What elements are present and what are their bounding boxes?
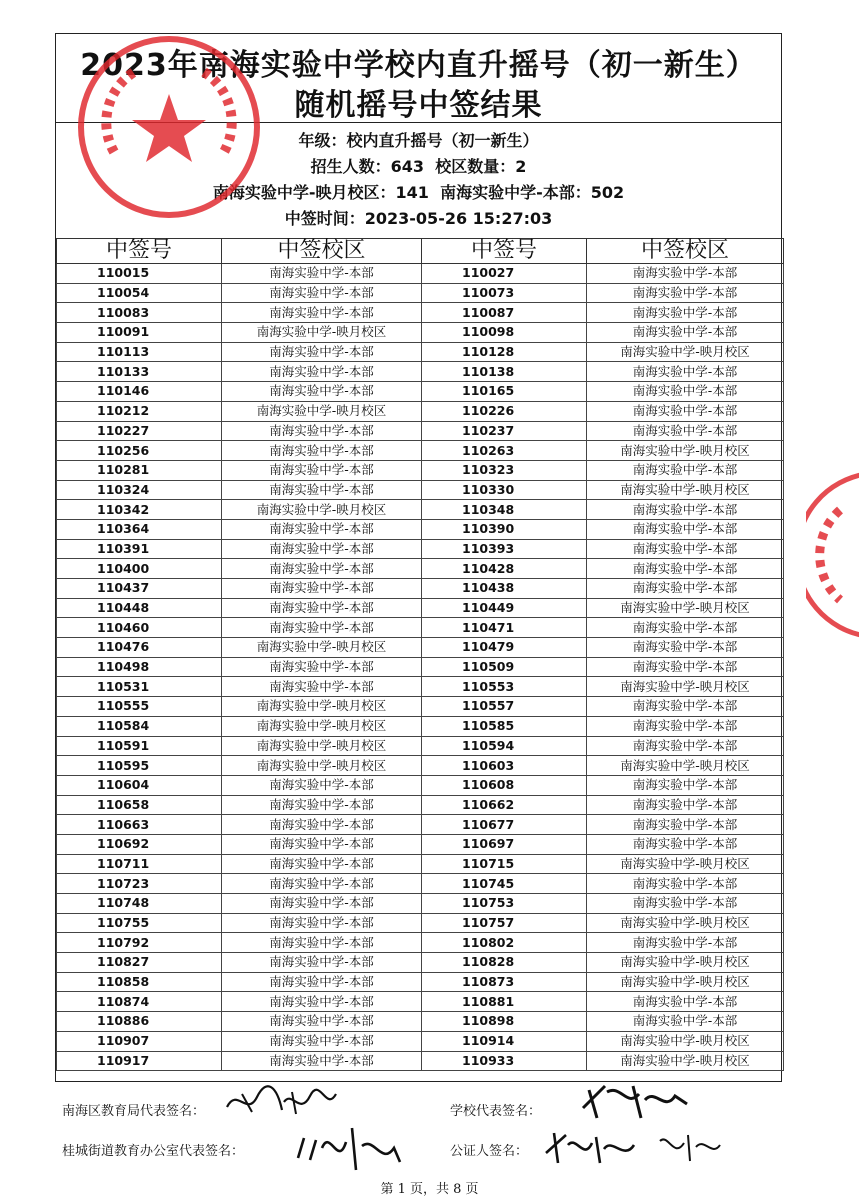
lottery-number: 110113 [57,342,222,362]
table-row [57,933,784,953]
lottery-number: 110873 [422,972,587,992]
header-number-1: 中签号 [57,239,222,264]
campus-name: 南海实验中学-本部 [222,992,422,1012]
campus-name: 南海实验中学-本部 [587,716,784,736]
lottery-number: 110594 [422,736,587,756]
table-row [57,539,784,559]
campus-name: 南海实验中学-映月校区 [587,598,784,618]
lottery-number: 110584 [57,716,222,736]
campus-name: 南海实验中学-本部 [587,303,784,323]
lottery-number: 110914 [422,1031,587,1051]
lottery-number: 110364 [57,519,222,539]
lottery-number: 110827 [57,953,222,973]
table-row [57,638,784,658]
table-row [57,421,784,441]
campus-name: 南海实验中学-映月校区 [222,716,422,736]
street-office-signature [290,1118,410,1178]
table-row [57,775,784,795]
campus-name: 南海实验中学-本部 [222,362,422,382]
table-row [57,303,784,323]
table-row [57,618,784,638]
lottery-number: 110128 [422,342,587,362]
campus-name: 南海实验中学-本部 [587,559,784,579]
lottery-number: 110692 [57,834,222,854]
table-row [57,972,784,992]
campus-name: 南海实验中学-本部 [222,795,422,815]
campus-name: 南海实验中学-本部 [222,559,422,579]
campus-name: 南海实验中学-映月校区 [587,480,784,500]
campus-name: 南海实验中学-本部 [222,894,422,914]
campus-count-value: 2 [515,157,527,176]
lottery-number: 110438 [422,579,587,599]
lottery-number: 110323 [422,460,587,480]
campus-name: 南海实验中学-本部 [222,598,422,618]
campus-name: 南海实验中学-本部 [587,618,784,638]
lottery-number: 110509 [422,657,587,677]
campus-name: 南海实验中学-映月校区 [222,736,422,756]
table-row [57,500,784,520]
school-signature [575,1078,695,1123]
table-row [57,382,784,402]
official-seal [74,32,264,222]
table-row [57,264,784,284]
lottery-number: 110449 [422,598,587,618]
table-row [57,854,784,874]
campus-name: 南海实验中学-本部 [587,815,784,835]
table-row [57,441,784,461]
lottery-number: 110608 [422,775,587,795]
notary-signature-label: 公证人签名： [450,1144,529,1159]
campus-name: 南海实验中学-本部 [222,775,422,795]
table-row [57,323,784,343]
campus-name: 南海实验中学-本部 [222,953,422,973]
lottery-number: 110753 [422,894,587,914]
results-table [56,238,784,1071]
table-row [57,480,784,500]
campus-name: 南海实验中学-本部 [587,1012,784,1032]
table-row [57,362,784,382]
campus-name: 南海实验中学-映月校区 [587,756,784,776]
lottery-number: 110755 [57,913,222,933]
table-row [57,1031,784,1051]
campus-name: 南海实验中学-映月校区 [587,677,784,697]
lottery-number: 110907 [57,1031,222,1051]
lottery-number: 110330 [422,480,587,500]
campus-name: 南海实验中学-本部 [587,283,784,303]
campus-name: 南海实验中学-本部 [587,992,784,1012]
time-value: 2023-05-26 15:27:03 [364,209,553,228]
table-row [57,1012,784,1032]
table-row [57,1051,784,1071]
campus-name: 南海实验中学-本部 [587,401,784,421]
lottery-number: 110745 [422,874,587,894]
campus-name: 南海实验中学-本部 [222,421,422,441]
lottery-number: 110324 [57,480,222,500]
campus-name: 南海实验中学-本部 [222,815,422,835]
lottery-number: 110881 [422,992,587,1012]
table-row [57,992,784,1012]
lottery-number: 110802 [422,933,587,953]
campus-name: 南海实验中学-本部 [222,933,422,953]
campus-name: 南海实验中学-本部 [222,1031,422,1051]
campus-name: 南海实验中学-映月校区 [587,342,784,362]
lottery-number: 110281 [57,460,222,480]
table-row [57,401,784,421]
school-signature-label: 学校代表签名： [450,1104,542,1119]
table-row [57,756,784,776]
lottery-number: 110448 [57,598,222,618]
lottery-number: 110471 [422,618,587,638]
campus-name: 南海实验中学-映月校区 [587,913,784,933]
lottery-number: 110015 [57,264,222,284]
lottery-number: 110400 [57,559,222,579]
lottery-number: 110342 [57,500,222,520]
campus-name: 南海实验中学-本部 [587,382,784,402]
lottery-number: 110083 [57,303,222,323]
lottery-number: 110591 [57,736,222,756]
campus-name: 南海实验中学-本部 [587,795,784,815]
campus-b-label: 南海实验中学-本部： [440,183,591,202]
campus-name: 南海实验中学-本部 [222,677,422,697]
lottery-number: 110138 [422,362,587,382]
header-campus-1: 中签校区 [222,239,422,264]
header-campus-2: 中签校区 [587,239,784,264]
lottery-number: 110098 [422,323,587,343]
campus-name: 南海实验中学-本部 [587,362,784,382]
table-row [57,834,784,854]
lottery-number: 110886 [57,1012,222,1032]
edu-bureau-signature-label: 南海区教育局代表签名： [62,1104,206,1119]
campus-name: 南海实验中学-本部 [587,697,784,717]
table-row [57,657,784,677]
campus-name: 南海实验中学-本部 [587,579,784,599]
title-line-2: 随机摇号中签结果 [294,88,543,123]
lottery-number: 110658 [57,795,222,815]
table-body [57,264,784,1071]
lottery-number: 110663 [57,815,222,835]
table-row [57,460,784,480]
campus-name: 南海实验中学-本部 [587,460,784,480]
table-row [57,598,784,618]
campus-name: 南海实验中学-本部 [587,834,784,854]
partial-seal [806,470,859,640]
edu-bureau-signature [222,1082,342,1122]
campus-name: 南海实验中学-本部 [222,460,422,480]
campus-name: 南海实验中学-本部 [222,382,422,402]
campus-name: 南海实验中学-本部 [222,264,422,284]
campus-b-value: 502 [590,183,625,202]
lottery-number: 110792 [57,933,222,953]
lottery-number: 110498 [57,657,222,677]
enroll-value: 643 [390,157,425,176]
campus-name: 南海实验中学-映月校区 [587,441,784,461]
table-row [57,283,784,303]
campus-count-label: 校区数量： [435,157,516,176]
campus-name: 南海实验中学-映月校区 [222,638,422,658]
campus-name: 南海实验中学-本部 [587,264,784,284]
campus-name: 南海实验中学-本部 [222,303,422,323]
page-footer: 第 1 页，共 8 页 [380,1182,479,1197]
campus-name: 南海实验中学-本部 [222,972,422,992]
lottery-number: 110212 [57,401,222,421]
campus-name: 南海实验中学-本部 [587,775,784,795]
campus-name: 南海实验中学-本部 [587,519,784,539]
lottery-number: 110165 [422,382,587,402]
campus-name: 南海实验中学-本部 [222,1051,422,1071]
campus-name: 南海实验中学-本部 [587,539,784,559]
campus-name: 南海实验中学-映月校区 [587,953,784,973]
lottery-number: 110256 [57,441,222,461]
campus-name: 南海实验中学-本部 [222,854,422,874]
title-line-1: 2023年南海实验中学校内直升摇号（初一新生） [80,48,757,83]
campus-name: 南海实验中学-本部 [222,834,422,854]
campus-name: 南海实验中学-本部 [587,894,784,914]
lottery-number: 110227 [57,421,222,441]
lottery-number: 110748 [57,894,222,914]
lottery-number: 110348 [422,500,587,520]
campus-name: 南海实验中学-本部 [222,480,422,500]
campus-name: 南海实验中学-本部 [222,579,422,599]
lottery-number: 110476 [57,638,222,658]
lottery-number: 110555 [57,697,222,717]
table-row [57,736,784,756]
lottery-number: 110437 [57,579,222,599]
lottery-number: 110027 [422,264,587,284]
table-row [57,894,784,914]
lottery-number: 110585 [422,716,587,736]
lottery-number: 110595 [57,756,222,776]
campus-name: 南海实验中学-映月校区 [587,854,784,874]
lottery-number: 110226 [422,401,587,421]
table-row [57,795,784,815]
campus-name: 南海实验中学-本部 [222,519,422,539]
campus-name: 南海实验中学-本部 [587,500,784,520]
lottery-number: 110874 [57,992,222,1012]
lottery-number: 110715 [422,854,587,874]
campus-name: 南海实验中学-本部 [587,638,784,658]
lottery-number: 110133 [57,362,222,382]
lottery-number: 110054 [57,283,222,303]
lottery-number: 110263 [422,441,587,461]
grade-label: 年级： [298,131,347,150]
lottery-number: 110237 [422,421,587,441]
campus-name: 南海实验中学-映月校区 [222,756,422,776]
campus-name: 南海实验中学-本部 [587,933,784,953]
lottery-number: 110603 [422,756,587,776]
time-label: 中签时间： [284,209,365,228]
table-header-row [57,239,784,264]
lottery-number: 110604 [57,775,222,795]
lottery-number: 110428 [422,559,587,579]
lottery-number: 110828 [422,953,587,973]
lottery-number: 110146 [57,382,222,402]
campus-name: 南海实验中学-本部 [222,539,422,559]
table-row [57,716,784,736]
table-row [57,579,784,599]
campus-name: 南海实验中学-映月校区 [587,972,784,992]
campus-name: 南海实验中学-本部 [222,342,422,362]
table-row [57,697,784,717]
lottery-number: 110557 [422,697,587,717]
campus-name: 南海实验中学-映月校区 [587,1031,784,1051]
campus-name: 南海实验中学-本部 [222,441,422,461]
lottery-number: 110391 [57,539,222,559]
campus-name: 南海实验中学-映月校区 [222,500,422,520]
campus-name: 南海实验中学-本部 [222,657,422,677]
lottery-number: 110073 [422,283,587,303]
campus-name: 南海实验中学-本部 [222,618,422,638]
campus-name: 南海实验中学-本部 [587,421,784,441]
lottery-number: 110087 [422,303,587,323]
header-number-2: 中签号 [422,239,587,264]
table-row [57,913,784,933]
campus-name: 南海实验中学-映月校区 [222,697,422,717]
notary-signature [540,1125,740,1170]
grade-value: 校内直升摇号（初一新生） [346,131,539,150]
lottery-number: 110858 [57,972,222,992]
table-row [57,519,784,539]
campus-name: 南海实验中学-本部 [587,323,784,343]
table-row [57,953,784,973]
lottery-number: 110697 [422,834,587,854]
lottery-number: 110677 [422,815,587,835]
campus-a-value: 141 [395,183,429,202]
campus-name: 南海实验中学-映月校区 [222,401,422,421]
campus-name: 南海实验中学-本部 [222,913,422,933]
lottery-number: 110723 [57,874,222,894]
lottery-number: 110933 [422,1051,587,1071]
campus-name: 南海实验中学-本部 [587,874,784,894]
lottery-number: 110553 [422,677,587,697]
table-row [57,559,784,579]
table-row [57,874,784,894]
lottery-number: 110390 [422,519,587,539]
lottery-number: 110091 [57,323,222,343]
lottery-number: 110393 [422,539,587,559]
campus-name: 南海实验中学-本部 [587,736,784,756]
campus-name: 南海实验中学-映月校区 [222,323,422,343]
enroll-label: 招生人数： [310,157,391,176]
campus-a-label: 南海实验中学-映月校区： [212,183,396,202]
lottery-number: 110662 [422,795,587,815]
campus-name: 南海实验中学-映月校区 [587,1051,784,1071]
campus-name: 南海实验中学-本部 [222,1012,422,1032]
lottery-number: 110531 [57,677,222,697]
campus-name: 南海实验中学-本部 [587,657,784,677]
lottery-number: 110479 [422,638,587,658]
campus-name: 南海实验中学-本部 [222,283,422,303]
lottery-number: 110917 [57,1051,222,1071]
lottery-number: 110460 [57,618,222,638]
campus-name: 南海实验中学-本部 [222,874,422,894]
table-row [57,815,784,835]
table-row [57,677,784,697]
lottery-number: 110757 [422,913,587,933]
lottery-number: 110898 [422,1012,587,1032]
table-row [57,342,784,362]
lottery-number: 110711 [57,854,222,874]
street-office-signature-label: 桂城街道教育办公室代表签名： [62,1144,245,1159]
